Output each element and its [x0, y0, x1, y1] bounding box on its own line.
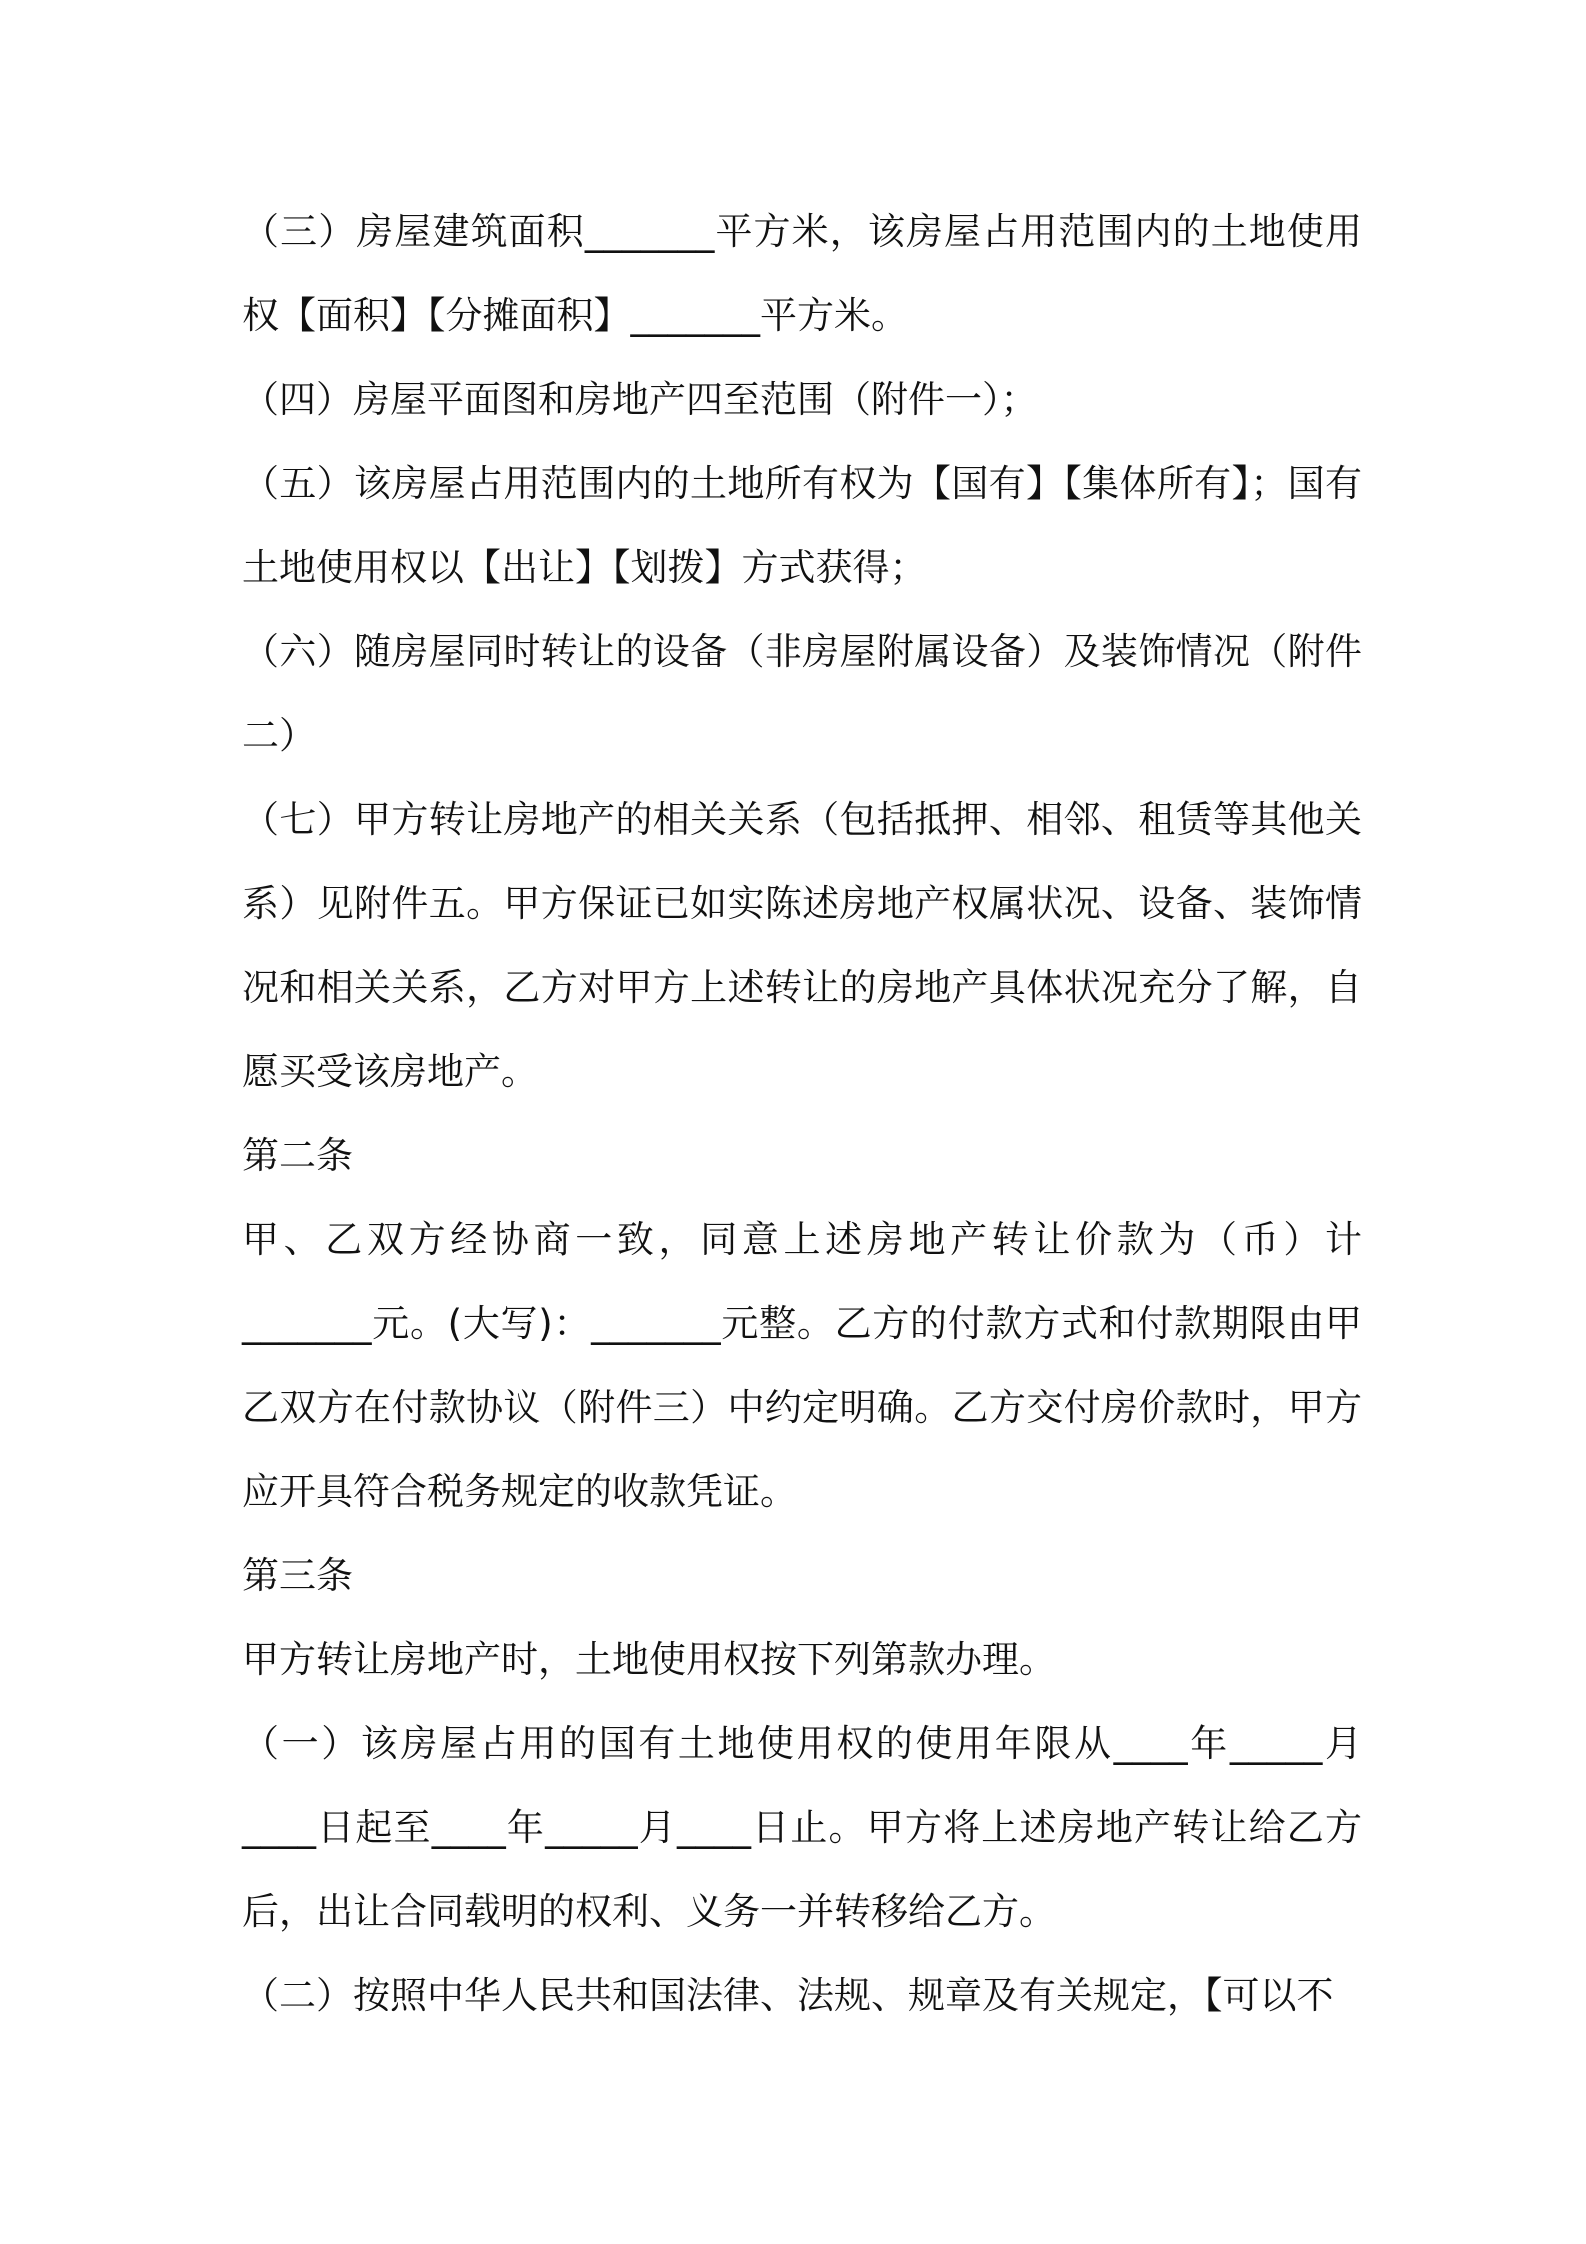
article-3-item-1-term: （一）该房屋占用的国有土地使用权的使用年限从____年_____月____日起至____年_____月____日止。甲方将上述房地产转让给乙方后，出让合同载明的权利、义务一并转移给乙方。: [242, 1722, 1362, 1933]
article-2-heading: 第二条: [242, 1134, 353, 1177]
clause-item-4-floor-plan: （四）房屋平面图和房地产四至范围（附件一）；: [242, 378, 1038, 421]
contract-body: [242, 190, 1362, 2038]
article-3-intro-paragraph: 甲方转让房地产时，土地使用权按下列第款办理。: [242, 1638, 1056, 1681]
clause-item-5-land-ownership: （五）该房屋占用范围内的土地所有权为【国有】【集体所有】；国有土地使用权以【出让】【划拨】方式获得；: [242, 462, 1362, 589]
article-3-heading: 第三条: [242, 1554, 353, 1597]
clause-item-6-equipment: （六）随房屋同时转让的设备（非房屋附属设备）及装饰情况（附件二）: [242, 630, 1362, 757]
clause-item-7-relations: （七）甲方转让房地产的相关关系（包括抵押、相邻、租赁等其他关系）见附件五。甲方保证已如实陈述房地产权属状况、设备、装饰情况和相关关系，乙方对甲方上述转让的房地产具体状况充分了解，自愿买受该房地产。: [242, 798, 1362, 1093]
article-2-price-paragraph: 甲、乙双方经协商一致，同意上述房地产转让价款为（币）计_______元。(大写)：_______元整。乙方的付款方式和付款期限由甲乙双方在付款协议（附件三）中约定明确。乙方交付房价款时，甲方应开具符合税务规定的收款凭证。: [242, 1218, 1362, 1513]
article-3-item-2-regulations: （二）按照中华人民共和国法律、法规、规章及有关规定，【可以不: [242, 1974, 1334, 2017]
clause-item-3-area: （三）房屋建筑面积_______平方米，该房屋占用范围内的土地使用权【面积】【分摊面积】_______平方米。: [242, 210, 1362, 337]
